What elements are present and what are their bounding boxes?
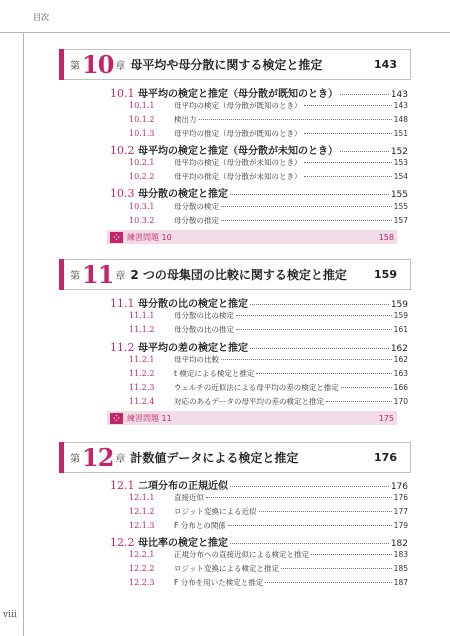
leader-dots: [304, 176, 392, 177]
leader-dots: [340, 94, 389, 95]
subsection-page: 179: [393, 521, 408, 530]
chapter-suffix: 章: [115, 61, 126, 72]
toc-section[interactable]: [110, 534, 408, 549]
toc-subsection[interactable]: [129, 506, 408, 517]
leader-dots: [230, 486, 389, 487]
chapter-prefix: 第: [70, 454, 80, 465]
toc-subsection[interactable]: [129, 563, 408, 574]
subsection-page: 162: [393, 355, 408, 364]
leader-dots: [206, 497, 392, 498]
section-title: 二項分布の正規近似: [138, 481, 228, 492]
exercise-icon: ⁘: [110, 232, 123, 243]
leader-dots: [341, 387, 392, 388]
subsection-page: 163: [393, 369, 408, 378]
subsection-title: 母平均の推定（母分散が未知のとき）: [174, 172, 302, 181]
exercise-label: 練習問題 11: [127, 413, 172, 423]
chapter-heading[interactable]: [59, 442, 411, 473]
leader-dots: [340, 151, 389, 152]
leader-dots: [304, 133, 392, 134]
exercise-page: 158: [378, 232, 394, 242]
chapter-number: 10: [82, 50, 114, 79]
subsection-title: 母平均の検定（母分散が既知のとき）: [174, 101, 302, 110]
chapter-suffix: 章: [115, 454, 126, 465]
leader-dots: [259, 511, 392, 512]
toc-subsection[interactable]: [129, 382, 408, 393]
subsection-number: 11.2.2: [129, 369, 155, 378]
subsection-number: 10.1.3: [129, 129, 155, 138]
subsection-number: 10.3.2: [129, 216, 155, 225]
section-number: 11.2: [110, 341, 135, 354]
toc-subsection[interactable]: [129, 128, 408, 139]
toc-subsection[interactable]: [129, 114, 408, 125]
subsection-page: 159: [393, 311, 408, 320]
section-page: 155: [390, 190, 408, 200]
leader-dots: [256, 373, 391, 374]
subsection-number: 11.1.2: [129, 325, 155, 334]
section-page: 176: [390, 482, 408, 492]
subsection-number: 12.2.2: [129, 564, 155, 573]
chapter-accent-bar: [59, 49, 64, 80]
exercise-icon: ⁘: [110, 413, 123, 424]
chapter-prefix: 第: [70, 271, 80, 282]
subsection-number: 11.1.1: [129, 311, 155, 320]
chapter-accent-bar: [59, 442, 64, 473]
toc-section[interactable]: [110, 477, 408, 492]
chapter-number: 11: [82, 260, 114, 289]
section-page: 152: [390, 147, 408, 157]
exercise-banner[interactable]: [107, 411, 397, 425]
page-number: viii: [3, 610, 17, 620]
leader-dots: [236, 315, 392, 316]
chapter-prefix: 第: [70, 61, 80, 72]
subsection-title: 母分散の比の検定: [174, 311, 234, 320]
subsection-page: 177: [393, 507, 408, 516]
subsection-title: F 分布を用いた検定と推定: [174, 578, 264, 587]
section-number: 12.2: [110, 536, 135, 549]
subsection-page: 187: [393, 578, 408, 587]
section-page: 182: [390, 539, 408, 549]
subsection-number: 10.3.1: [129, 202, 155, 211]
section-title: 母分散の検定と推定: [138, 189, 228, 200]
subsection-page: 155: [393, 202, 408, 211]
running-head: 目次: [33, 13, 49, 22]
chapter-title: 母平均や母分散に関する検定と推定: [130, 58, 323, 72]
subsection-title: t 検定による検定と推定: [174, 369, 255, 378]
leader-dots: [230, 194, 389, 195]
section-number: 10.2: [110, 144, 135, 157]
subsection-number: 12.1.2: [129, 507, 155, 516]
subsection-number: 12.2.1: [129, 550, 155, 559]
subsection-page: 170: [393, 397, 408, 406]
subsection-page: 151: [393, 129, 408, 138]
section-page: 159: [390, 300, 408, 310]
toc-subsection[interactable]: [129, 492, 408, 503]
section-title: 母比率の検定と推定: [138, 538, 228, 549]
subsection-number: 10.1.1: [129, 101, 155, 110]
toc-subsection[interactable]: [129, 520, 408, 531]
exercise-page: 175: [378, 413, 394, 423]
subsection-title: 母平均の検定（母分散が未知のとき）: [174, 158, 302, 167]
subsection-page: 143: [393, 101, 408, 110]
toc-section[interactable]: [110, 142, 408, 157]
leader-dots: [265, 582, 391, 583]
toc-subsection[interactable]: [129, 577, 408, 588]
subsection-title: 正規分布への直接近似による検定と推定: [174, 550, 309, 559]
chapter-heading[interactable]: [59, 49, 411, 80]
leader-dots: [221, 220, 392, 221]
subsection-title: 母分散の推定: [174, 216, 219, 225]
subsection-title: 母平均の推定（母分散が既知のとき）: [174, 129, 302, 138]
subsection-title: 母分散の検定: [174, 202, 219, 211]
subsection-title: ウェルチの近似法による母平均の差の検定と推定: [174, 383, 339, 392]
leader-dots: [236, 329, 392, 330]
toc-section[interactable]: [110, 185, 408, 200]
subsection-title: 検出力: [174, 115, 197, 124]
leader-dots: [311, 554, 392, 555]
section-page: 162: [390, 344, 408, 354]
margin-rule-vertical: [23, 32, 24, 636]
subsection-page: 153: [393, 158, 408, 167]
section-number: 10.3: [110, 187, 135, 200]
subsection-number: 10.1.2: [129, 115, 155, 124]
leader-dots: [228, 525, 392, 526]
leader-dots: [221, 206, 392, 207]
header-rule: [0, 32, 450, 33]
chapter-title: 計数値データによる検定と推定: [130, 451, 299, 465]
section-title: 母平均の検定と推定（母分散が既知のとき）: [138, 89, 338, 100]
chapter-number: 12: [82, 443, 114, 472]
subsection-title: 母分散の比の推定: [174, 325, 234, 334]
subsection-title: 母平均の比較: [174, 355, 219, 364]
section-title: 母平均の検定と推定（母分散が未知のとき）: [138, 146, 338, 157]
subsection-title: 対応のあるデータの母平均の差の検定と推定: [174, 397, 324, 406]
subsection-title: F 分布との関係: [174, 521, 226, 530]
subsection-page: 183: [393, 550, 408, 559]
subsection-page: 148: [393, 115, 408, 124]
chapter-page: 143: [374, 58, 397, 71]
subsection-number: 12.1.1: [129, 493, 155, 502]
section-number: 11.1: [110, 297, 135, 310]
leader-dots: [221, 359, 392, 360]
toc-section[interactable]: [110, 339, 408, 354]
chapter-page: 159: [374, 268, 397, 281]
exercise-banner[interactable]: [107, 230, 397, 244]
leader-dots: [250, 348, 389, 349]
leader-dots: [199, 119, 392, 120]
toc-subsection[interactable]: [129, 171, 408, 182]
subsection-page: 185: [393, 564, 408, 573]
chapter-suffix: 章: [115, 271, 126, 282]
section-page: 143: [390, 90, 408, 100]
toc-section[interactable]: [110, 85, 408, 100]
subsection-page: 154: [393, 172, 408, 181]
leader-dots: [304, 105, 392, 106]
toc-subsection[interactable]: [129, 215, 408, 226]
leader-dots: [281, 568, 392, 569]
leader-dots: [326, 401, 392, 402]
toc-subsection[interactable]: [129, 201, 408, 212]
chapter-heading[interactable]: [59, 259, 411, 290]
subsection-title: ロジット変換による近似: [174, 507, 257, 516]
toc-subsection[interactable]: [129, 396, 408, 407]
subsection-title: ロジット変換による検定と推定: [174, 564, 279, 573]
subsection-number: 10.2.1: [129, 158, 155, 167]
toc-subsection[interactable]: [129, 324, 408, 335]
section-number: 12.1: [110, 479, 135, 492]
subsection-number: 11.2.4: [129, 397, 155, 406]
subsection-page: 161: [393, 325, 408, 334]
toc-subsection[interactable]: [129, 100, 408, 111]
section-title: 母分散の比の検定と推定: [138, 299, 248, 310]
chapter-accent-bar: [59, 259, 64, 290]
subsection-page: 166: [393, 383, 408, 392]
toc-subsection[interactable]: [129, 354, 408, 365]
section-title: 母平均の差の検定と推定: [138, 343, 248, 354]
toc-subsection[interactable]: [129, 310, 408, 321]
subsection-page: 157: [393, 216, 408, 225]
exercise-label: 練習問題 10: [127, 232, 172, 242]
subsection-title: 直接近似: [174, 493, 204, 502]
leader-dots: [230, 543, 389, 544]
subsection-number: 12.2.3: [129, 578, 155, 587]
section-number: 10.1: [110, 87, 135, 100]
leader-dots: [304, 162, 392, 163]
subsection-number: 12.1.3: [129, 521, 155, 530]
subsection-number: 10.2.2: [129, 172, 155, 181]
toc-subsection[interactable]: [129, 368, 408, 379]
toc-section[interactable]: [110, 295, 408, 310]
toc-subsection[interactable]: [129, 549, 408, 560]
chapter-page: 176: [374, 451, 397, 464]
subsection-number: 11.2.3: [129, 383, 155, 392]
chapter-title: 2 つの母集団の比較に関する検定と推定: [130, 268, 347, 282]
subsection-number: 11.2.1: [129, 355, 155, 364]
toc-subsection[interactable]: [129, 157, 408, 168]
subsection-page: 176: [393, 493, 408, 502]
leader-dots: [250, 304, 389, 305]
